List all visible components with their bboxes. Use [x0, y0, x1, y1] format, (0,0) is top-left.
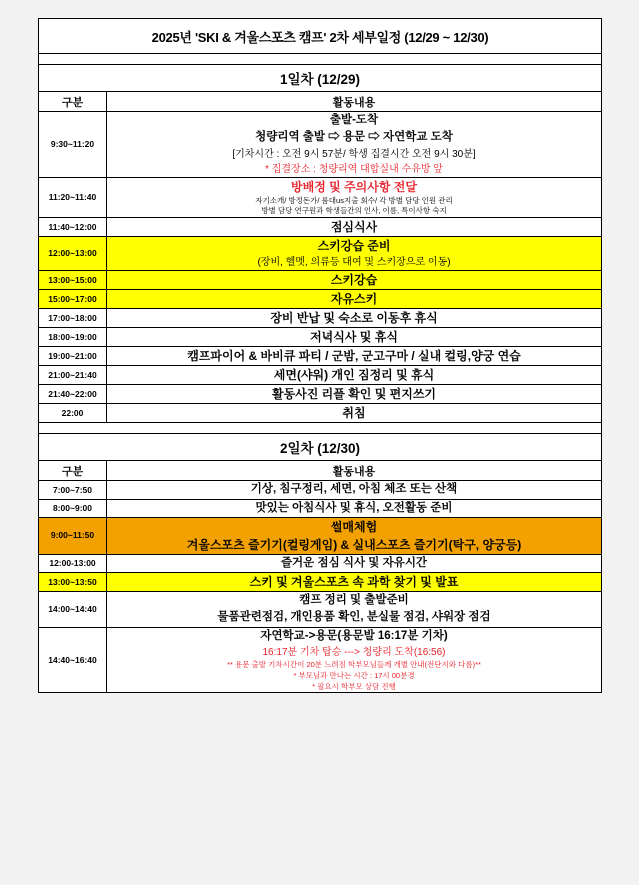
schedule-time: 9:30~11:20	[39, 112, 107, 178]
activity-line: * 집결장소 : 청량리역 대합실내 수유방 앞	[265, 163, 443, 175]
schedule-activity	[107, 592, 602, 628]
schedule-time: 18:00~19:00	[39, 328, 107, 347]
table-row	[39, 177, 602, 218]
activity-line: 겨울스포츠 즐기기(컬링게임) & 실내스포츠 즐기기(탁구, 양궁등)	[186, 537, 522, 552]
table-row	[39, 573, 602, 592]
column-header-time: 구분	[39, 92, 107, 112]
schedule-activity	[107, 177, 602, 218]
spacer-row	[39, 54, 602, 65]
table-row	[39, 271, 602, 290]
schedule-activity	[107, 385, 602, 404]
schedule-time: 14:40~16:40	[39, 627, 107, 693]
schedule-activity	[107, 404, 602, 423]
day-heading: 1일차 (12/29)	[39, 65, 602, 92]
schedule-time: 14:00~14:40	[39, 592, 107, 628]
table-row	[39, 627, 602, 693]
table-row	[39, 554, 602, 572]
schedule-time: 9:00~11:50	[39, 517, 107, 554]
schedule-activity	[107, 517, 602, 554]
column-header-time: 구분	[39, 461, 107, 481]
spacer-row	[39, 423, 602, 434]
table-row	[39, 499, 602, 517]
schedule-time: 21:00~21:40	[39, 366, 107, 385]
day-heading-row	[39, 434, 602, 461]
activity-line: 출발-도착	[329, 114, 379, 126]
activity-line: 세면(샤워) 개인 짐정리 및 휴식	[273, 368, 435, 383]
activity-line: 스키강습 준비	[317, 239, 391, 254]
schedule-activity	[107, 573, 602, 592]
activity-line: * 부모님과 만나는 시간 : 17시 00분경	[293, 670, 415, 680]
table-row	[39, 385, 602, 404]
schedule-activity	[107, 237, 602, 271]
schedule-body	[39, 19, 602, 693]
activity-line: 청량리역 출발 ⇨ 용문 ⇨ 자연학교 도착	[255, 131, 453, 144]
table-row	[39, 290, 602, 309]
schedule-time: 7:00~7:50	[39, 481, 107, 499]
day-heading-row	[39, 65, 602, 92]
activity-line: 스키 및 겨울스포츠 속 과학 찾기 및 발표	[249, 575, 459, 589]
table-row	[39, 592, 602, 628]
schedule-time: 17:00~18:00	[39, 309, 107, 328]
table-row	[39, 347, 602, 366]
column-header-activity: 활동내용	[107, 92, 602, 112]
activity-line: 썰매체험	[330, 519, 378, 534]
schedule-time: 22:00	[39, 404, 107, 423]
activity-line: 장비 반납 및 숙소로 이동후 휴식	[270, 311, 438, 326]
table-row	[39, 328, 602, 347]
activity-line: 맛있는 아침식사 및 휴식, 오전활동 준비	[255, 501, 453, 514]
schedule-time: 11:40~12:00	[39, 218, 107, 237]
activity-line: 방별 담당 연구원과 학생들간의 인사, 이름, 특이사항 숙지	[261, 206, 447, 216]
schedule-activity	[107, 481, 602, 499]
table-row	[39, 237, 602, 271]
schedule-time: 8:00~9:00	[39, 499, 107, 517]
schedule-activity	[107, 328, 602, 347]
table-row	[39, 218, 602, 237]
activity-line: 자유스키	[330, 292, 378, 307]
table-row	[39, 309, 602, 328]
activity-line: 방배정 및 주의사항 전달	[291, 179, 417, 194]
schedule-activity	[107, 290, 602, 309]
column-header-row	[39, 461, 602, 481]
title-row	[39, 19, 602, 54]
activity-line: 활동사진 리플 확인 및 편지쓰기	[271, 387, 437, 402]
schedule-activity	[107, 309, 602, 328]
activity-line: (장비, 헬멧, 의류등 대여 및 스키장으로 이동)	[257, 257, 451, 269]
document-title: 2025년 'SKI & 겨울스포츠 캠프' 2차 세부일정 (12/29 ~ 12/30)	[39, 19, 602, 54]
activity-line: 물품관련점검, 개인용품 확인, 분실물 점검, 샤워장 점검	[217, 611, 491, 624]
spacer-cell	[39, 54, 602, 65]
activity-line: [기차시간 : 오전 9시 57분/ 학생 집결시간 오전 9시 30분]	[232, 148, 476, 160]
activity-line: 기상, 침구정리, 세면, 아침 체조 또는 산책	[250, 483, 458, 496]
schedule-time: 13:00~15:00	[39, 271, 107, 290]
table-row	[39, 112, 602, 178]
column-header-activity: 활동내용	[107, 461, 602, 481]
table-row	[39, 517, 602, 554]
activity-line: 취침	[342, 406, 366, 421]
activity-line: 저녁식사 및 휴식	[310, 330, 398, 345]
schedule-activity	[107, 347, 602, 366]
activity-line: 즐거운 점심 식사 및 자유시간	[280, 556, 428, 569]
activity-line: 점심식사	[330, 220, 378, 235]
schedule-activity	[107, 112, 602, 178]
table-row	[39, 404, 602, 423]
column-header-row	[39, 92, 602, 112]
schedule-activity	[107, 499, 602, 517]
schedule-activity	[107, 271, 602, 290]
day-heading: 2일차 (12/30)	[39, 434, 602, 461]
schedule-time: 12:00~13:00	[39, 237, 107, 271]
schedule-time: 21:40~22:00	[39, 385, 107, 404]
schedule-activity	[107, 366, 602, 385]
spacer-cell	[39, 423, 602, 434]
schedule-table	[38, 18, 602, 693]
table-row	[39, 481, 602, 499]
activity-line: 캠프파이어 & 바비큐 파티 / 군밤, 군고구마 / 실내 컬링,양궁 연습	[187, 349, 521, 364]
schedule-time: 11:20~11:40	[39, 177, 107, 218]
schedule-time: 19:00~21:00	[39, 347, 107, 366]
activity-line: 자연학교->용문(용문발 16:17분 기차)	[260, 629, 448, 642]
schedule-time: 12:00-13:00	[39, 554, 107, 572]
activity-line: 자기소개/ 방정돈가/ 룸대us지출 회수/ 각 방별 담당 인원 관리	[255, 195, 453, 205]
activity-line: 캠프 정리 및 출발준비	[299, 594, 409, 606]
schedule-activity	[107, 554, 602, 572]
activity-line: 16:17분 기차 탑승 ---> 청량리 도착(16:56)	[262, 646, 446, 658]
schedule-activity	[107, 218, 602, 237]
activity-line: ** 용문 출발 기차시간이 20분 느려짐 학부모님들께 개별 안내(전단지와 다름)**	[227, 659, 481, 669]
schedule-time: 13:00~13:50	[39, 573, 107, 592]
activity-line: 스키강습	[330, 273, 378, 288]
schedule-time: 15:00~17:00	[39, 290, 107, 309]
activity-line: * 필요시 학부모 상담 진행	[312, 681, 396, 691]
table-row	[39, 366, 602, 385]
schedule-activity	[107, 627, 602, 693]
